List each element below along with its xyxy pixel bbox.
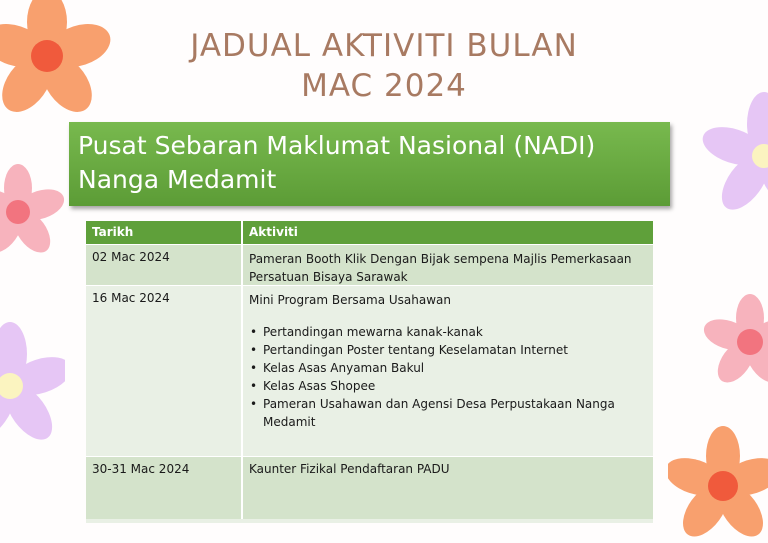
- lilac-flower-left: [0, 308, 65, 458]
- list-item: • Kelas Asas Anyaman Bakul: [263, 359, 647, 377]
- page-title-line1: JADUAL AKTIVITI BULAN: [190, 28, 578, 64]
- activity-text: Pameran Booth Klik Dengan Bijak sempena Majlis Pemerkasaan: [249, 252, 632, 266]
- header-date: Tarikh: [86, 221, 243, 244]
- row-activity: [243, 245, 653, 285]
- table-row: [86, 244, 653, 285]
- page-title: [0, 26, 768, 106]
- table-footer-strip: [86, 519, 653, 523]
- table-row: [86, 285, 653, 456]
- list-item-continuation: Medamit: [263, 415, 316, 429]
- list-item: • Pameran Usahawan dan Agensi Desa Perpustakaan Nanga: [263, 395, 647, 413]
- banner-line1: Pusat Sebaran Maklumat Nasional (NADI): [78, 131, 596, 160]
- row-activity: Kaunter Fizikal Pendaftaran PADU: [249, 462, 450, 476]
- header-activity: Aktiviti: [249, 225, 298, 239]
- list-item: • Kelas Asas Shopee: [263, 377, 647, 395]
- row-activity: [243, 286, 653, 456]
- table-row: [86, 456, 653, 519]
- activity-table: [86, 221, 653, 523]
- center-name-banner: [69, 122, 670, 206]
- activity-text: Persatuan Bisaya Sarawak: [249, 270, 408, 284]
- pink-flower-right: [690, 282, 768, 402]
- pink-flower-left: [0, 150, 70, 270]
- lilac-flower-right: [686, 86, 768, 236]
- activity-bullet-list: [249, 323, 647, 431]
- list-item: • Pertandingan Poster tentang Keselamatan Internet: [263, 341, 647, 359]
- list-item: • Pertandingan mewarna kanak-kanak: [263, 323, 647, 341]
- row-date: 16 Mac 2024: [86, 286, 243, 456]
- row-date: 02 Mac 2024: [86, 245, 243, 285]
- activity-text: Mini Program Bersama Usahawan: [249, 293, 452, 307]
- row-date: 30-31 Mac 2024: [86, 457, 243, 519]
- banner-line2: Nanga Medamit: [78, 165, 277, 194]
- page-title-line2: MAC 2024: [301, 68, 467, 104]
- table-header-row: [86, 221, 653, 244]
- orange-flower-bottom-right: [668, 420, 768, 543]
